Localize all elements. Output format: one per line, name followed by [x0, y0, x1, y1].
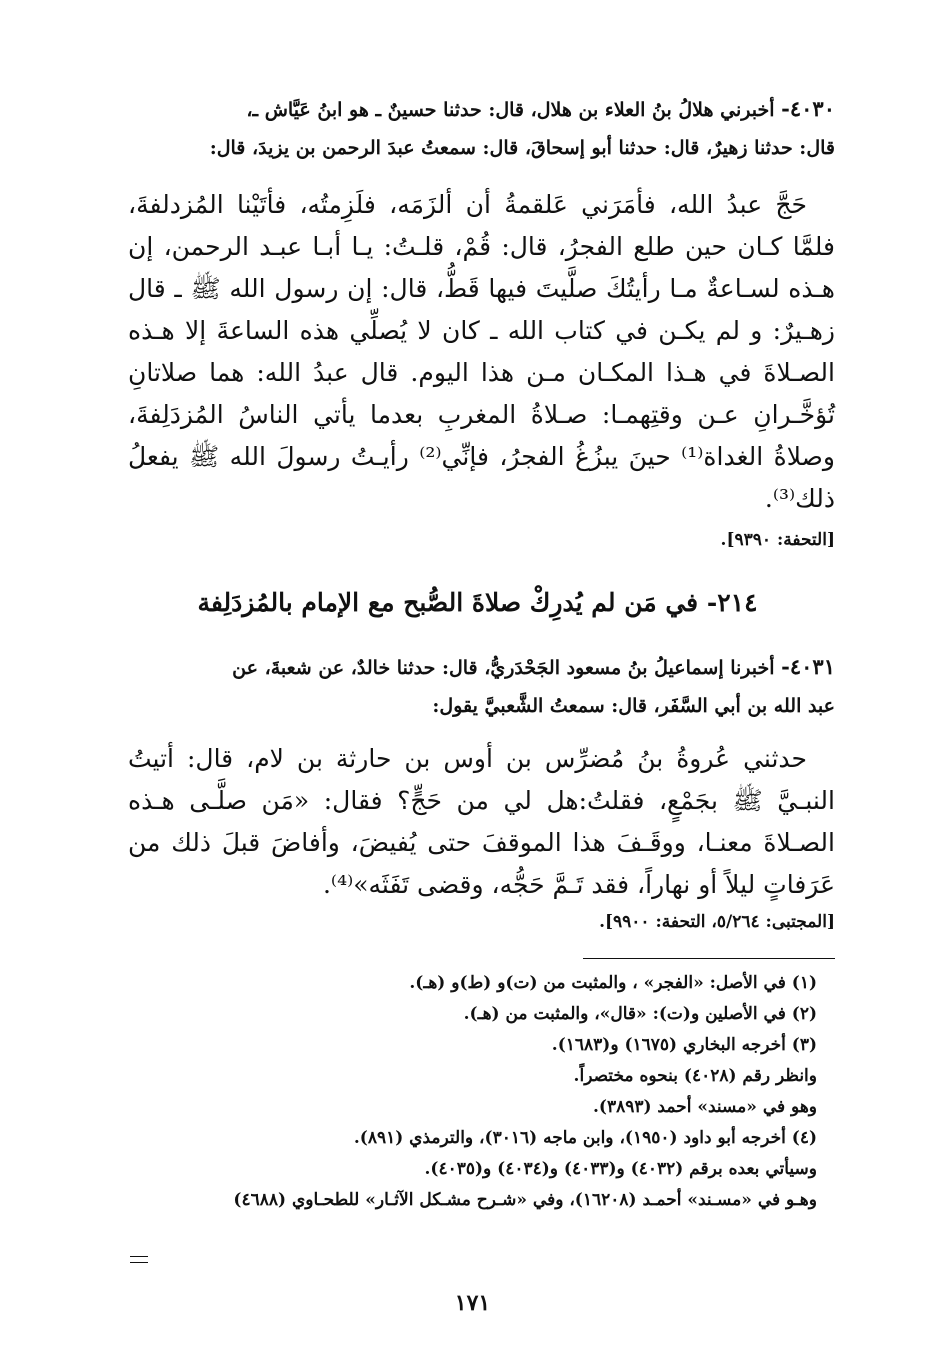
hadith-4031-text: [128, 738, 835, 906]
hadith-4030-chain: [128, 90, 835, 167]
footnotes: [120, 968, 817, 1216]
footnote-4-continued: وهـو في «مسـند» أحمـد (١٦٢٠٨)، وفي «شـرح مشـكل الآثـار» للطحـاوي (٤٦٨٨): [233, 1190, 817, 1210]
hadith-text: حَجَّ عبدُ الله، فأمَرَني عَلقمةُ أن ألزَمَه، فلَزِمتُه، فأتَيْنا المُزدلفةَ، فلمَّا كـان حين طلع الفجرُ، قال: قُمْ، قلـتُ: يـا أبـا عبـد الرحمن، إن هـذه لسـاعةٌ مـا رأيتُكَ صلَّيتَ فيها قَطُّ، قال: إن رسول الله ﷺ ـ قال زهـيرٌ: و لم يكـن في كتاب الله ـ كان لا يُصلِّي هذه الساعةَ إلا هـذه الصـلاةَ في هـذا المكـان مـن هذا اليوم. قال عبدُ الله: هما صلاتانِ تُؤخَّـرانِ عـن وقتِهمـا: صـلاةُ المغربِ بعدما يأتي الناسُ المُزدَلِفةَ، وصلاةُ الغداة⁽¹⁾ حينَ يبزُغُ الفجرُ، فإنِّي⁽²⁾ رأيـتُ رسولَ الله ﷺ يفعلُ ذلك⁽³⁾.: [128, 190, 835, 513]
hadith-4030-text: [128, 184, 835, 520]
footnote-separator: [583, 958, 835, 959]
footnote-2: (٢) في الأصلين و(ت): «قال»، والمثبت من (هـ).: [463, 1004, 817, 1024]
footnote-3-continued: وهو في «مسند» أحمد (٣٨٩٣).: [592, 1097, 817, 1117]
hadith-4031-reference: [المجتبى: ٥/٢٦٤، التحفة: ٩٩٠٠].: [599, 912, 835, 932]
hadith-text: حدثني عُروةُ بنُ مُضرِّس بن أوس بن حارثة بن لام، قال: أتيتُ النبـيَّ ﷺ بجَمْعٍ، فقلتُ:هل لي من حَجٍّ؟ فقال: «مَن صلَّـى هـذه الصـلاةَ معنـا، ووقَـفَ هذا الموقفَ حتى يُفيضَ، وأفاضَ قبلَ ذلك من عَرَفاتٍ ليلاً أو نهاراً، فقد تَـمَّ حَجُّه، وقضى تَفَثَه»⁽⁴⁾.: [128, 744, 836, 899]
chain-line-1: أخبرنا إسماعيلُ بنُ مسعود الجَحْدَريُّ، قال: حدثنا خالدٌ، عن شعبةَ، عن: [232, 657, 775, 679]
hadith-4031-chain: [128, 648, 835, 725]
footnote-4-continued: وسيأتي بعده برقم (٤٠٣٢) و(٤٠٣٣) و(٤٠٣٤) و(٤٠٣٥).: [424, 1159, 817, 1179]
chain-line-1: أخبرني هلالُ بنُ العلاء بن هلال، قال: حدثنا حسينٌ ـ هو ابنُ عَيَّاش ـ،: [246, 99, 775, 121]
hadith-4030-reference: [التحفة: ٩٣٩٠].: [720, 530, 835, 550]
footnote-3: (٣) أخرجه البخاري (١٦٧٥) و(١٦٨٣).: [551, 1035, 817, 1055]
page-number: ١٧١: [454, 1290, 491, 1316]
continuation-mark: [130, 1256, 148, 1263]
chain-line-2: قال: حدثنا زهيرٌ، قال: حدثنا أبو إسحاقَ، قال: سمعتُ عبدَ الرحمن بن يزيدَ، قال:: [209, 137, 835, 159]
footnote-3-continued: وانظر رقم (٤٠٢٨) بنحوه مختصراً.: [573, 1066, 817, 1086]
chapter-heading: ٢١٤- في مَن لم يُدرِكْ صلاةَ الصُّبح مع الإمام بالمُزدَلِفة: [197, 588, 758, 617]
chain-line-2: عبد الله بن أبي السَّفَر، قال: سمعتُ الشَّعبيَّ يقول:: [432, 695, 835, 717]
footnote-4: (٤) أخرجه أبو داود (١٩٥٠)، وابن ماجه (٣٠١٦)، والترمذي (٨٩١).: [353, 1128, 817, 1148]
hadith-number: ٤٠٣١-: [781, 654, 835, 679]
hadith-number: ٤٠٣٠-: [781, 96, 835, 121]
footnote-1: (١) في الأصل: «الفجر» ، والمثبت من (ت)و (ط)و (هـ).: [409, 973, 817, 993]
